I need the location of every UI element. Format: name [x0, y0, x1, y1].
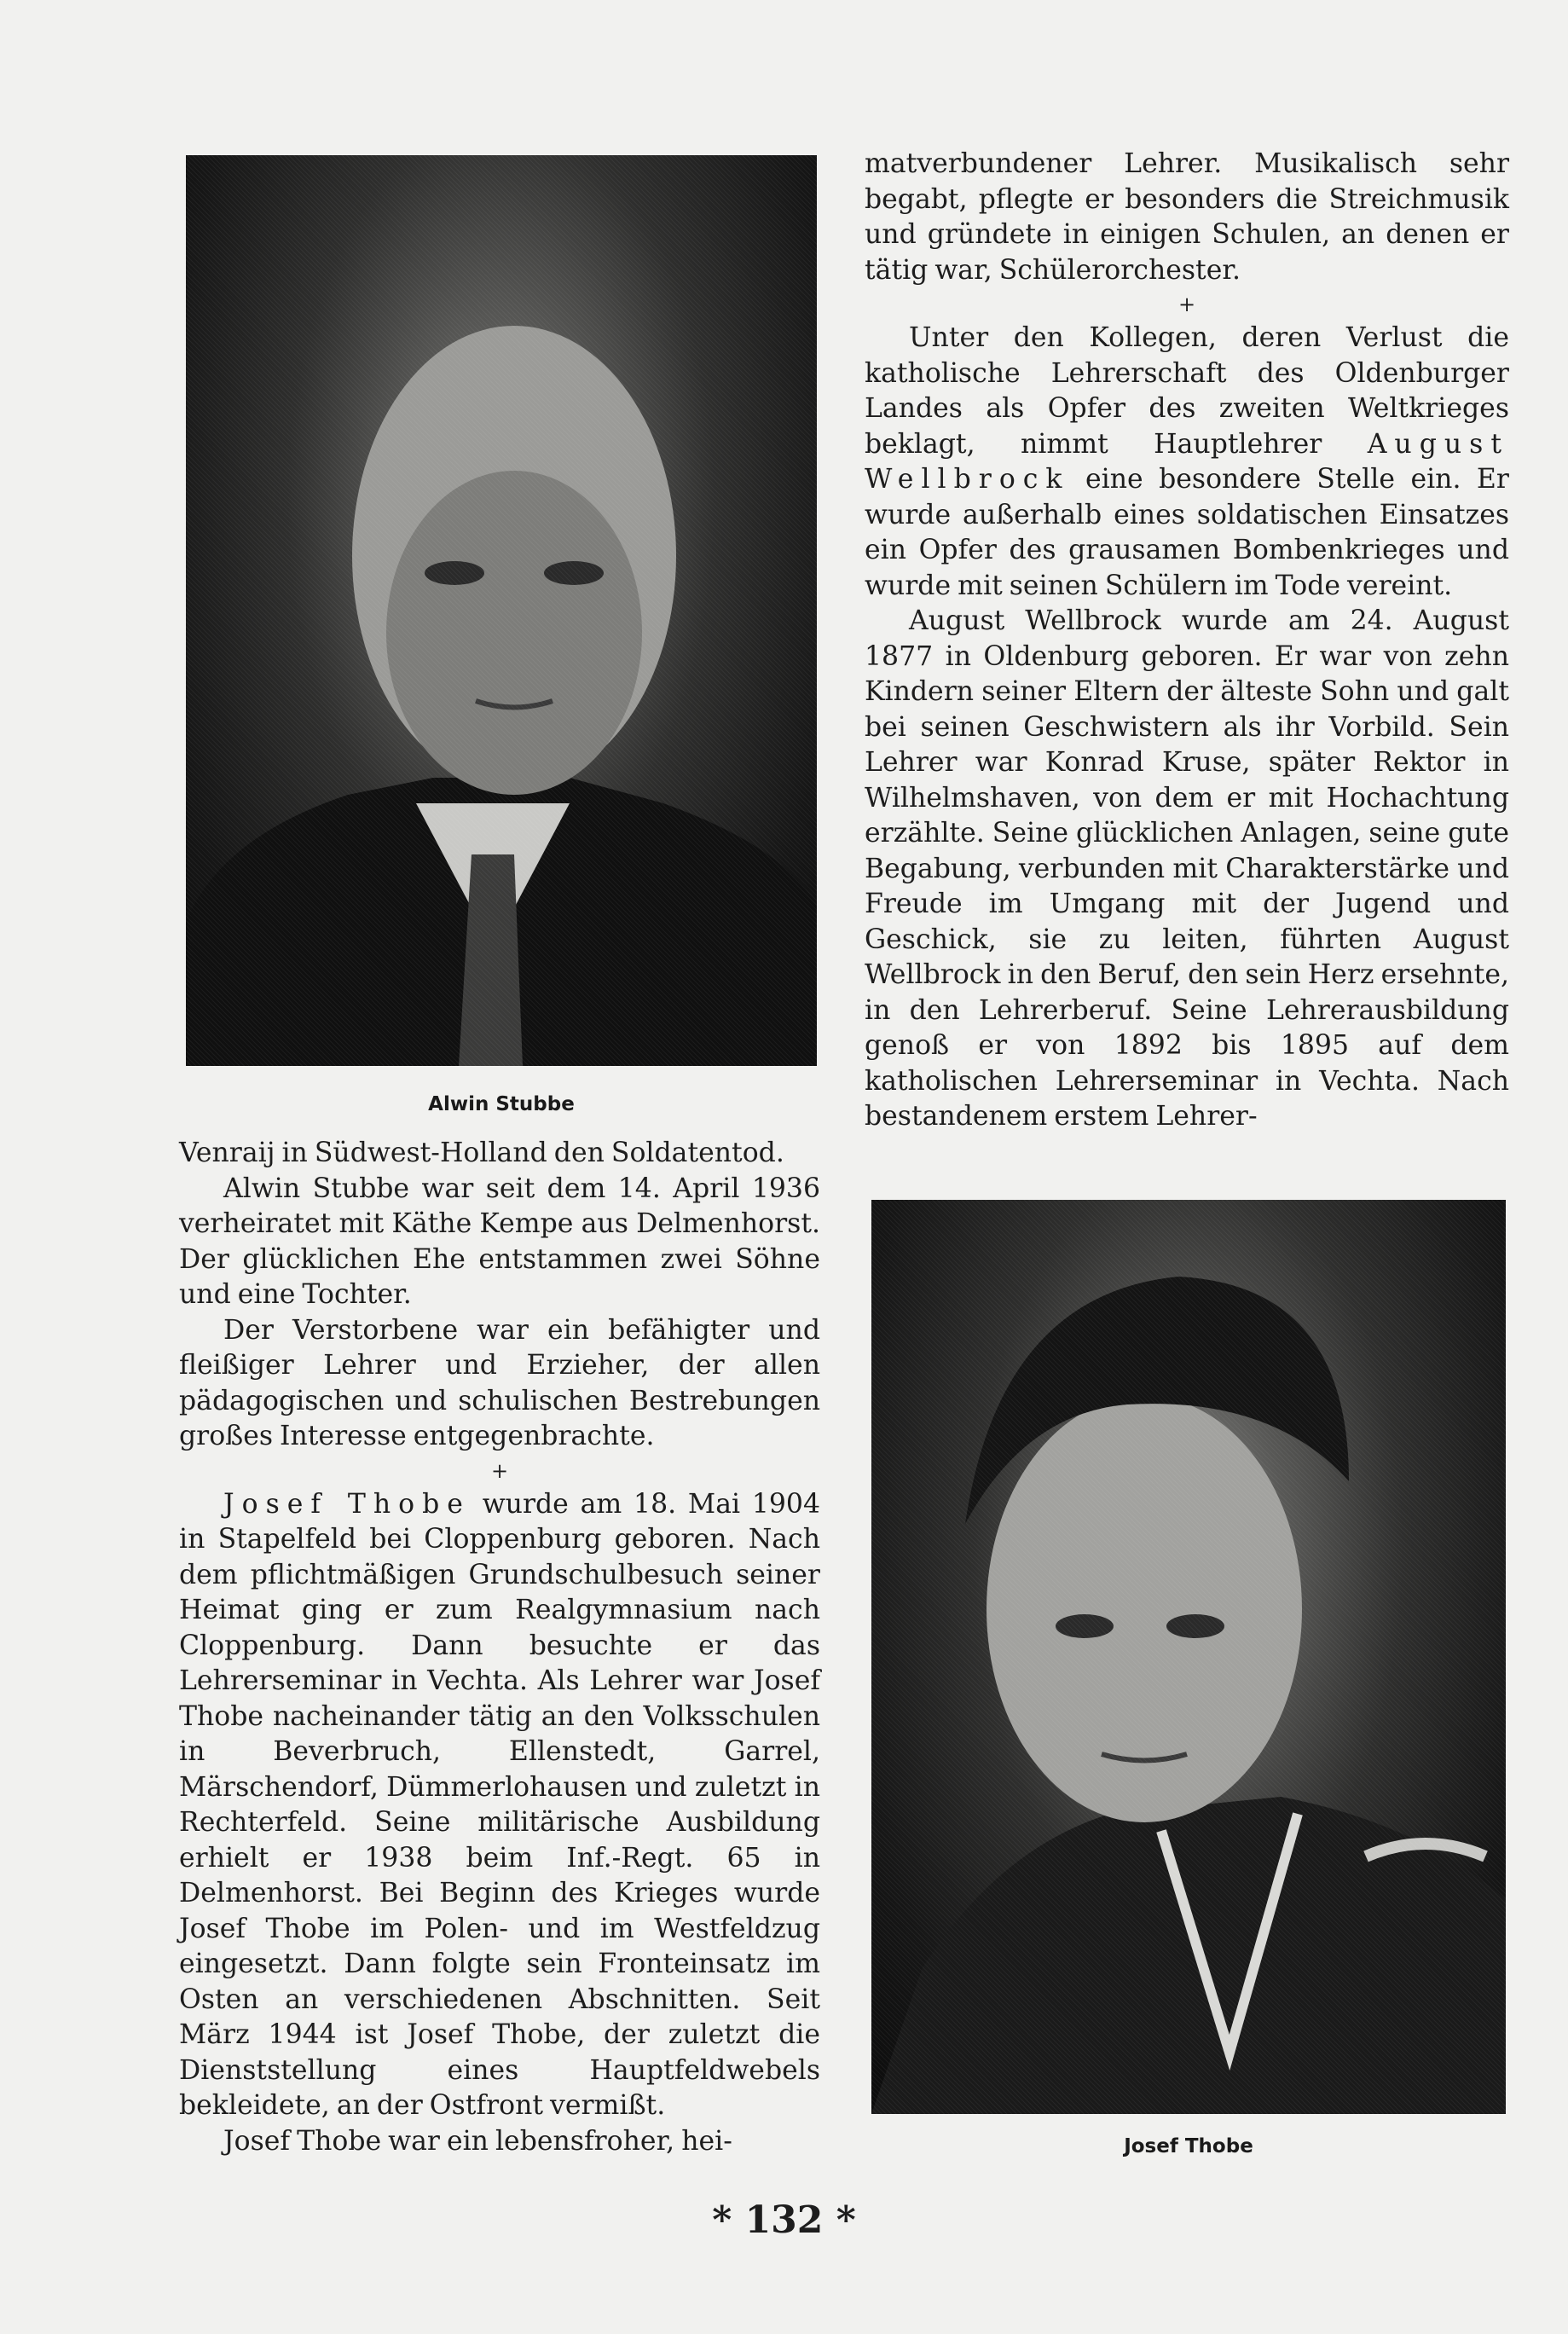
paragraph: Der Verstorbene war ein befähigter und fleißiger Lehrer und Erzieher, der allen pädagogischen und schulischen Bestrebungen großes Interesse entgegenbrachte. [179, 1314, 820, 1451]
paragraph-text: wurde am 18. Mai 1904 in Stapelfeld bei Cloppenburg geboren. Nach dem pflichtmäßigen Grundschulbesuch seiner Heimat ging er zum Realgymnasium nach Cloppenburg. Dann besuchte er das Lehrerseminar in Vechta. Als Lehrer war Josef Thobe nacheinander tätig an den Volksschulen in Beverbruch, Ellenstedt, Garrel, Märschendorf, Dümmerlohausen und zuletzt in Rechterfeld. Seine militärische Ausbildung erhielt er 1938 beim Inf.-Regt. 65 in Delmenhorst. Bei Beginn des Krieges wurde Josef Thobe im Polen- und im Westfeldzug eingesetzt. Dann folgte sein Fronteinsatz im Osten an verschiedenen Abschnitten. Seit März 1944 ist Josef Thobe, der zuletzt die Dienststellung eines Hauptfeldwebels bekleidete, an der Ostfront vermißt. [179, 1488, 820, 2121]
paragraph: Venraij in Südwest-Holland den Soldatentod. [179, 1138, 784, 1168]
right-text-column [865, 147, 1509, 1135]
paragraph: August Wellbrock wurde am 24. August 1877 in Oldenburg geboren. Er war von zehn Kindern seiner Eltern der älteste Sohn und galt bei seinen Geschwistern als ihr Vorbild. Sein Lehrer war Konrad Kruse, später Rektor in Wilhelmshaven, von dem er mit Hochachtung erzählte. Seine glücklichen Anlagen, seine gute Begabung, verbunden mit Charakterstärke und Freude im Umgang mit der Jugend und Geschick, sie zu leiten, führten August Wellbrock in den Beruf, den sein Herz ersehnte, in den Lehrerberuf. Seine Lehrerausbildung genoß er von 1892 bis 1895 auf dem katholischen Lehrerseminar in Vechta. Nach bestandenem erstem Lehrer- [865, 605, 1509, 1132]
paragraph: Alwin Stubbe war seit dem 14. April 1936 verheiratet mit Käthe Kempe aus Delmenhorst. Der glücklichen Ehe entstammen zwei Söhne und eine Tochter. [179, 1173, 820, 1310]
paragraph-text: eine besondere Stelle ein. Er wurde außerhalb eines soldatischen Einsatzes ein Opfer des grausamen Bombenkrieges und wurde mit seinen Schülern im Tode vereint. [865, 464, 1509, 601]
portrait-alwin-stubbe-image [186, 155, 817, 1066]
page-number: * 132 * [712, 2198, 856, 2242]
portrait-josef-thobe [871, 1200, 1506, 2114]
portrait-josef-thobe-image [871, 1200, 1506, 2114]
paragraph: matverbundener Lehrer. Musikalisch sehr begabt, pflegte er besonders die Streichmusik und gründete in einigen Schulen, an denen er tätig war, Schülerorchester. [865, 148, 1509, 286]
paragraph-text: Unter den Kollegen, deren Verlust die katholische Lehrerschaft des Oldenburger Landes als Opfer des zweiten Weltkrieges beklagt, nimmt Hauptlehrer [865, 322, 1509, 460]
left-text-column [179, 1136, 820, 2159]
portrait-alwin-stubbe [186, 155, 817, 1066]
caption-alwin-stubbe: Alwin Stubbe [428, 1093, 575, 1115]
name-josef-thobe: Josef Thobe [223, 1488, 471, 1520]
section-separator: + [490, 1458, 509, 1483]
section-separator: + [1177, 292, 1196, 316]
caption-josef-thobe: Josef Thobe [1124, 2135, 1253, 2157]
name-august-wellbrock: August Wellbrock [865, 428, 1509, 495]
paragraph [179, 1487, 820, 2124]
paragraph [865, 321, 1509, 604]
paragraph: Josef Thobe war ein lebensfroher, hei- [223, 2125, 732, 2157]
